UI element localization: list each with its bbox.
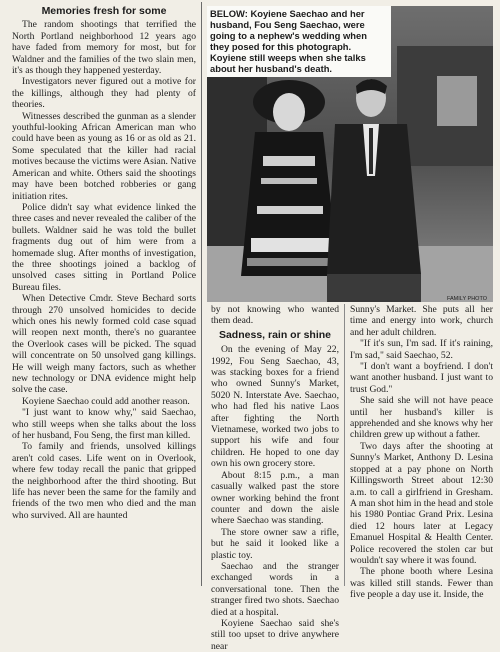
right-paragraph-1: Sunny's Market. She puts all her time and energy into work, church and her adult children. [350, 304, 493, 338]
left-paragraph-6: Koyiene Saechao could add another reason. [22, 395, 190, 407]
left-paragraph-4: Police didn't say what evidence linked the three cases and never revealed the caliber of the bullets. Waldner said he was told the bullet fragments dug out of him were from a homemade slug. After months of investigation, the three shootings joined a backlog of unsolved cases sitting in Portland Police Bureau files. [12, 201, 196, 293]
right-paragraph-3: "I don't want a boyfriend. I don't want another husband. I just want to trust God." [350, 361, 493, 395]
left-paragraph-1: The random shootings that terrified the North Portland neighborhood 12 years ago have faded from memory for most, but for Waldner and the families of the two slain men, it's as though they happened yesterday. [12, 19, 196, 77]
right-column [350, 304, 493, 601]
photo-figure [207, 6, 493, 302]
middle-paragraph-5: Koyiene Saechao said she's still too upset to drive anywhere near [211, 617, 339, 652]
right-paragraph-6: The phone booth where Lesina was killed still stands. Fewer than five people a day use it. Inside, the [350, 566, 493, 601]
right-paragraph-5: Two days after the shooting at Sunny's Market, Anthony D. Lesina stopped at a pay phone on North Killingsworth Street about 12:30 a.m. to call a girlfriend in Gresham. A man shot him in the head and stole his 1980 Pontiac Grand Prix. Lesina died 12 hours later at Legacy Emanuel Hospital & Health Center. Police recovered the stolen car but wouldn't say where it was found. [350, 440, 493, 566]
left-paragraph-8: To family and friends, unsolved killings aren't cold cases. Life went on in Overlook, where few today recall the panic that gripped the neighborhood after the third shooting. But life has never been the same for the family and friends of the two men who died and the man who survived. All are haunted [12, 441, 196, 521]
middle-paragraph-4: Saechao and the stranger exchanged words in a conversational tone. Then the stranger fired two shots. Saechao died at a hospital. [211, 560, 339, 618]
left-paragraph-3: Witnesses described the gunman as a slender youthful-looking African American man who could have been as young as 16 or as old as 21. Some speculated that the killer had racial motives because the victims were Asian. Native American and white. Others said the shootings may have been botched robberies or gang initiation rites. [12, 110, 196, 202]
right-paragraph-2: "If it's sun, I'm sad. If it's raining, I'm sad," said Saechao, 52. [350, 338, 493, 361]
left-paragraph-2: Investigators never figured out a motive for the killings, although they had plenty of theories. [12, 76, 196, 111]
left-column [12, 6, 196, 521]
photo-caption: BELOW: Koyiene Saechao and her husband, Fou Seng Saechao, were going to a nephew's wedding when they posed for this photograph. Koyiene still weeps when she talks about her husband's death. [207, 6, 391, 77]
column-divider-2 [344, 304, 345, 586]
middle-paragraph-2: About 8:15 p.m., a man casually walked past the store owner working behind the front counter and down the aisle where Saechao was standing. [211, 469, 339, 527]
left-paragraph-7: "I just want to know why," said Saechao, who still weeps when she talks about the loss of her husband, Fou Seng, the first man killed. [12, 407, 196, 442]
middle-paragraph-3: The store owner saw a rifle, but he said it looked like a plastic toy. [211, 526, 339, 561]
middle-lead: by not knowing who wanted them dead. [211, 304, 339, 327]
right-paragraph-4: She said she will not have peace until her husband's killer is apprehended and she knows why her children grew up without a father. [350, 395, 493, 441]
column-divider [201, 2, 202, 586]
left-paragraph-5: When Detective Cmdr. Steve Bechard sorts through 270 unsolved homicides to decide which ones his newly formed cold case squad will reopen next month, there's no guarantee the Overlook cases will be picked. The squad will concentrate on 50 unsolved gang killings. He will weigh many factors, such as whether new technology or DNA evidence might help solve the case. [12, 293, 196, 396]
middle-column [211, 304, 339, 652]
photo-credit: FAMILY PHOTO [446, 296, 487, 302]
section-headline: Memories fresh for some [41, 5, 167, 17]
section-subhead: Sadness, rain or shine [218, 328, 332, 341]
middle-paragraph-1: On the evening of May 22, 1992, Fou Seng Saechao, 43, was stacking boxes for a friend who owned Sunny's Market, 5020 N. Interstate Ave. Saechao, who had fled his native Laos after fighting the North Vietnamese, worked two jobs to support his wife and four children. He hoped to one day own his own grocery store. [211, 344, 339, 470]
